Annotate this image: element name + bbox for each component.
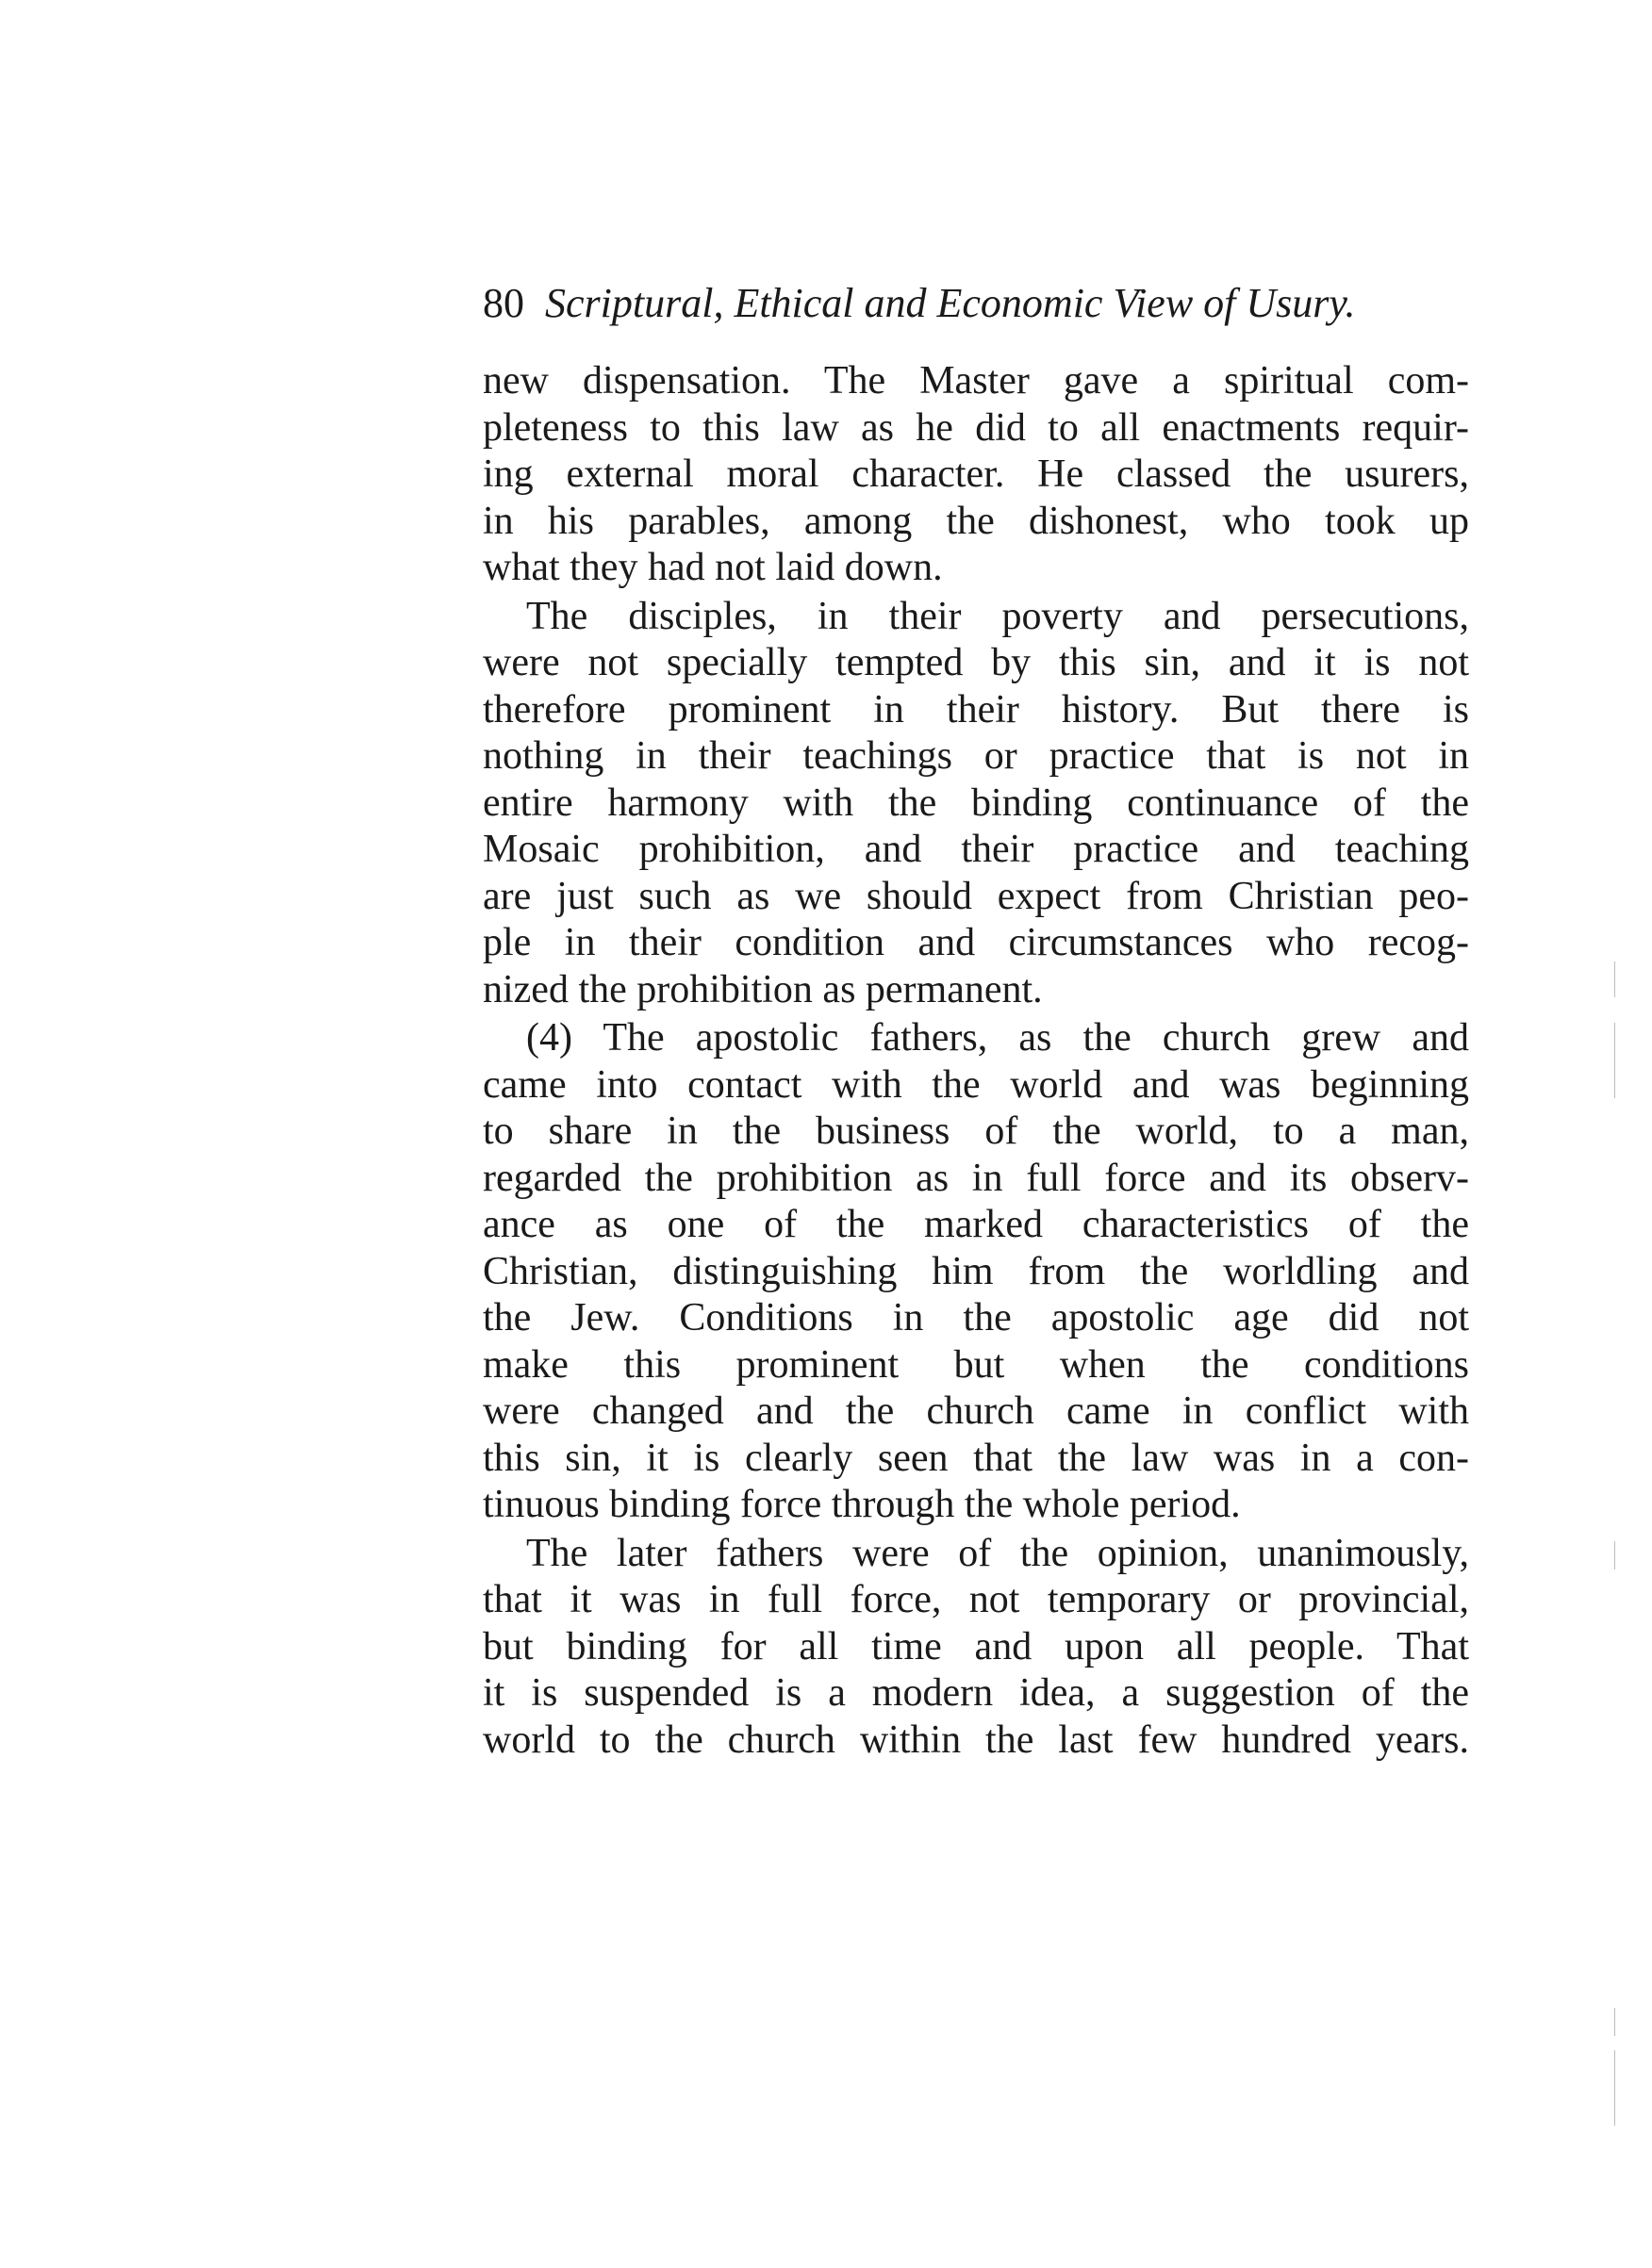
text-line: Mosaic prohibition, and their practice and teaching [483,828,1469,871]
paragraph-2 [483,594,1469,1014]
text-line: to share in the business of the world, to a man, [483,1109,1469,1153]
text-line: were changed and the church came in conflict with [483,1389,1469,1433]
text-line: but binding for all time and upon all people. That [483,1624,1469,1668]
text-line: that it was in full force, not temporary or provincial, [483,1578,1469,1621]
paragraph-3 [483,1015,1469,1529]
text-line: nized the prohibition as permanent. [483,967,1043,1011]
text-line: regarded the prohibition as in full force and its observ- [483,1156,1469,1200]
scan-mark [1614,2050,1615,2126]
text-line: ance as one of the marked characteristics of the [483,1203,1469,1246]
scan-mark [1614,961,1615,997]
text-line: in his parables, among the dishonest, who took up [483,499,1469,543]
body-text [483,358,1469,1764]
scan-mark [1614,1023,1615,1098]
text-line: pleteness to this law as he did to all enactments requir- [483,405,1469,450]
text-line: The later fathers were of the opinion, unanimously, [526,1531,1469,1575]
text-line: came into contact with the world and was beginning [483,1062,1469,1107]
text-line: make this prominent but when the conditions [483,1342,1469,1387]
text-line: are just such as we should expect from Christian peo- [483,874,1469,918]
text-line: this sin, it is clearly seen that the law was in a con- [483,1436,1469,1480]
scan-mark [1614,2008,1615,2036]
text-line: new dispensation. The Master gave a spiritual com- [483,359,1469,403]
text-line: it is suspended is a modern idea, a suggestion of the [483,1671,1469,1715]
text-line: (4) The apostolic fathers, as the church grew and [526,1016,1469,1060]
text-line: The disciples, in their poverty and persecutions, [526,594,1469,638]
text-line: ing external moral character. He classed the usurers, [483,452,1469,496]
text-line: therefore prominent in their history. But there is [483,687,1469,731]
paragraph-4 [483,1531,1469,1765]
text-line: the Jew. Conditions in the apostolic age did not [483,1296,1469,1339]
paragraph-1 [483,358,1469,592]
scan-mark [1614,1541,1615,1570]
text-line: nothing in their teachings or practice that is not in [483,734,1469,778]
text-line: ple in their condition and circumstances who recog- [483,921,1469,964]
text-line: tinuous binding force through the whole period. [483,1483,1241,1526]
running-title: Scriptural, Ethical and Economic View of Usury. [545,280,1356,326]
text-line: world to the church within the last few hundred years. [483,1717,1469,1762]
text-line: entire harmony with the binding continuance of the [483,781,1469,825]
text-line: were not specially tempted by this sin, and it is not [483,641,1469,684]
text-line: Christian, distinguishing him from the worldling and [483,1249,1469,1293]
text-line: what they had not laid down. [483,546,943,589]
running-head [483,275,1463,332]
page-number: 80 [483,280,524,326]
